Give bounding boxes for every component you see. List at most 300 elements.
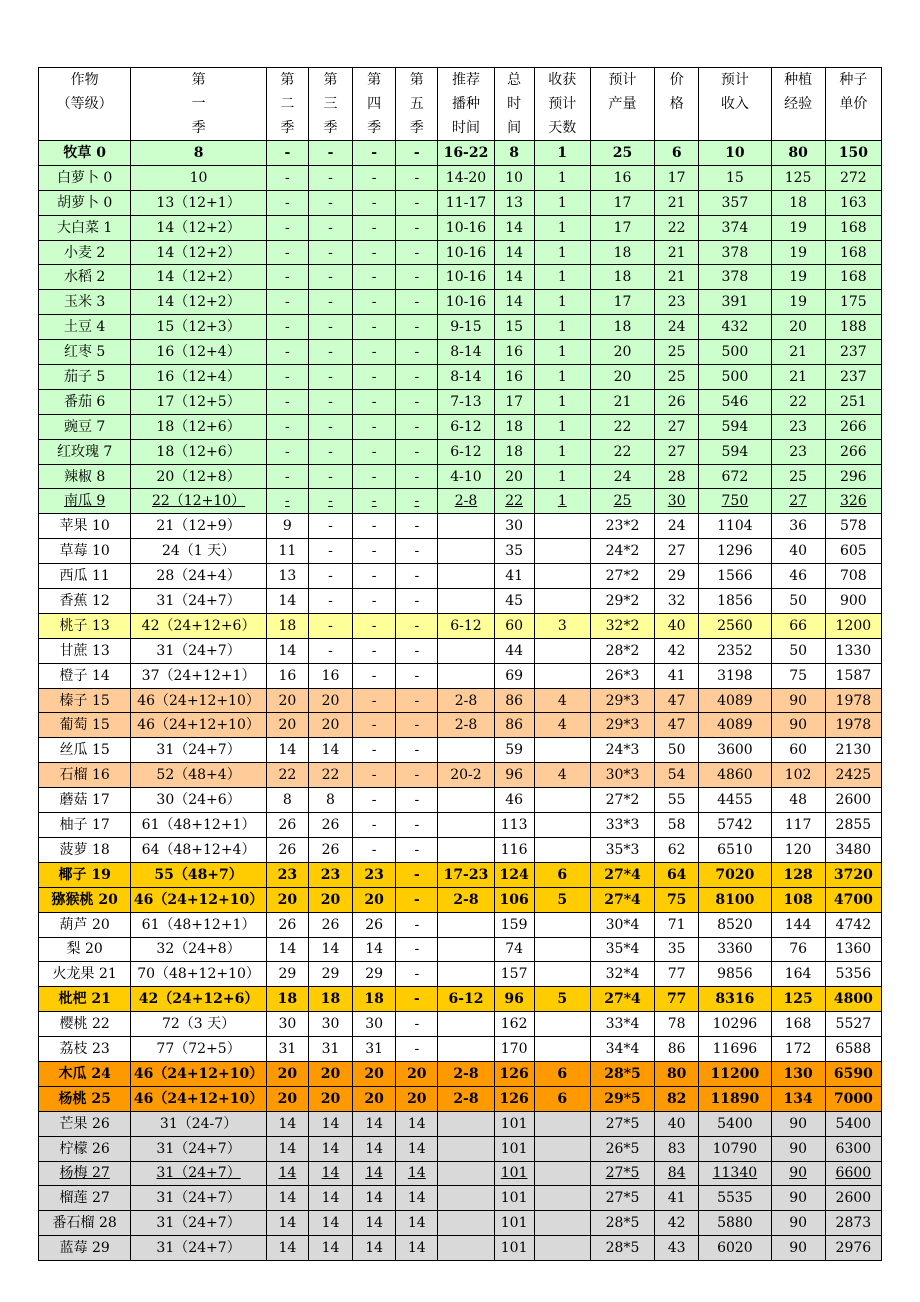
table-cell: 108 xyxy=(771,887,825,912)
table-cell: - xyxy=(266,365,308,390)
table-cell xyxy=(438,663,494,688)
table-cell: 1 xyxy=(534,290,590,315)
table-cell: 26 xyxy=(308,837,352,862)
table-cell: 23 xyxy=(353,862,396,887)
column-header-line: 预计 xyxy=(720,72,749,88)
table-cell: 61（48+12+1） xyxy=(131,912,266,937)
table-cell: 237 xyxy=(825,340,881,365)
table-cell: 16 xyxy=(590,165,654,190)
table-row xyxy=(39,987,882,1012)
table-cell: 21 xyxy=(655,190,699,215)
table-cell: 5742 xyxy=(699,813,771,838)
table-cell: 18（12+6） xyxy=(131,414,266,439)
table-cell: 14 xyxy=(494,215,534,240)
table-cell: 58 xyxy=(655,813,699,838)
table-cell: 30*3 xyxy=(590,763,654,788)
table-cell: - xyxy=(266,141,308,166)
table-cell xyxy=(534,788,590,813)
table-cell: 24*3 xyxy=(590,738,654,763)
table-cell: - xyxy=(353,713,396,738)
table-cell: 3 xyxy=(534,613,590,638)
table-cell: - xyxy=(396,1012,438,1037)
column-header xyxy=(825,68,881,141)
table-cell: 27*5 xyxy=(590,1186,654,1211)
table-cell: 20（12+8） xyxy=(131,464,266,489)
table-cell: 101 xyxy=(494,1136,534,1161)
table-cell: - xyxy=(353,788,396,813)
table-cell xyxy=(438,1136,494,1161)
table-cell: 750 xyxy=(699,489,771,514)
table-cell: 24*2 xyxy=(590,539,654,564)
table-cell: 1978 xyxy=(825,713,881,738)
crop-table xyxy=(38,67,882,1261)
table-cell: 1 xyxy=(534,190,590,215)
table-cell: 11200 xyxy=(699,1061,771,1086)
table-cell: 7020 xyxy=(699,862,771,887)
table-cell: 18 xyxy=(590,315,654,340)
column-header-line: 季 xyxy=(323,120,338,136)
table-cell: 20 xyxy=(396,1086,438,1111)
table-cell: 84 xyxy=(655,1161,699,1186)
table-row xyxy=(39,389,882,414)
table-cell: - xyxy=(396,340,438,365)
table-cell: 1 xyxy=(534,365,590,390)
table-cell: 43 xyxy=(655,1236,699,1261)
table-cell: 101 xyxy=(494,1161,534,1186)
table-cell: 24 xyxy=(590,464,654,489)
table-cell: 18 xyxy=(353,987,396,1012)
table-cell: 266 xyxy=(825,414,881,439)
table-cell: 30（24+6） xyxy=(131,788,266,813)
table-cell: 22 xyxy=(308,763,352,788)
table-row xyxy=(39,265,882,290)
table-cell xyxy=(438,788,494,813)
table-cell: 72（3 天） xyxy=(131,1012,266,1037)
table-cell: 900 xyxy=(825,589,881,614)
table-cell: 37（24+12+1） xyxy=(131,663,266,688)
table-cell: 18（12+6） xyxy=(131,439,266,464)
table-cell: 117 xyxy=(771,813,825,838)
table-cell: 76 xyxy=(771,937,825,962)
table-cell: 10-16 xyxy=(438,215,494,240)
crop-name-cell: 大白菜 1 xyxy=(39,215,131,240)
table-cell: 29 xyxy=(308,962,352,987)
column-header xyxy=(353,68,396,141)
table-cell: 14 xyxy=(494,265,534,290)
table-cell: 22 xyxy=(771,389,825,414)
table-row xyxy=(39,937,882,962)
table-cell: 251 xyxy=(825,389,881,414)
table-cell: 4 xyxy=(534,713,590,738)
table-cell: - xyxy=(266,240,308,265)
table-cell: - xyxy=(308,290,352,315)
table-cell: 64 xyxy=(655,862,699,887)
table-cell: 2-8 xyxy=(438,713,494,738)
table-cell: 546 xyxy=(699,389,771,414)
table-cell: 7-13 xyxy=(438,389,494,414)
table-cell: 125 xyxy=(771,165,825,190)
table-cell: 82 xyxy=(655,1086,699,1111)
table-cell: 27*5 xyxy=(590,1111,654,1136)
table-cell: 40 xyxy=(655,613,699,638)
column-header-line: 单价 xyxy=(839,96,868,112)
table-row xyxy=(39,439,882,464)
table-cell: 64（48+12+4） xyxy=(131,837,266,862)
table-cell: 20 xyxy=(266,713,308,738)
table-cell: 159 xyxy=(494,912,534,937)
table-cell: - xyxy=(353,514,396,539)
table-cell: - xyxy=(353,464,396,489)
table-cell: 5527 xyxy=(825,1012,881,1037)
table-cell: - xyxy=(396,464,438,489)
table-cell: 90 xyxy=(771,1136,825,1161)
table-cell: 10790 xyxy=(699,1136,771,1161)
table-cell: 3480 xyxy=(825,837,881,862)
table-cell: 46（24+12+10） xyxy=(131,1086,266,1111)
table-cell: 11340 xyxy=(699,1161,771,1186)
table-cell: 86 xyxy=(494,688,534,713)
table-cell: 77 xyxy=(655,962,699,987)
table-cell: 6-12 xyxy=(438,439,494,464)
table-cell: 2600 xyxy=(825,1186,881,1211)
table-cell: 20 xyxy=(494,464,534,489)
table-cell: 128 xyxy=(771,862,825,887)
table-cell: 27*4 xyxy=(590,862,654,887)
table-cell: - xyxy=(308,464,352,489)
table-row xyxy=(39,514,882,539)
table-cell: - xyxy=(396,290,438,315)
table-cell: - xyxy=(308,638,352,663)
table-cell: 1 xyxy=(534,240,590,265)
table-cell: 27*2 xyxy=(590,788,654,813)
table-cell: 66 xyxy=(771,613,825,638)
table-cell: 32*4 xyxy=(590,962,654,987)
table-cell: 5880 xyxy=(699,1211,771,1236)
table-cell: 14 xyxy=(308,1211,352,1236)
table-cell: 1104 xyxy=(699,514,771,539)
column-header-line: 种植 xyxy=(784,72,813,88)
table-cell: 162 xyxy=(494,1012,534,1037)
table-cell: 90 xyxy=(771,688,825,713)
table-cell: 13 xyxy=(494,190,534,215)
table-cell: - xyxy=(266,190,308,215)
table-cell: 5356 xyxy=(825,962,881,987)
table-cell: 4742 xyxy=(825,912,881,937)
table-cell: 14-20 xyxy=(438,165,494,190)
crop-name-cell: 木瓜 24 xyxy=(39,1061,131,1086)
crop-name-cell: 梨 20 xyxy=(39,937,131,962)
crop-name-cell: 椰子 19 xyxy=(39,862,131,887)
table-cell: 157 xyxy=(494,962,534,987)
table-cell: 14 xyxy=(266,1186,308,1211)
table-cell: 5400 xyxy=(825,1111,881,1136)
table-cell: 14 xyxy=(396,1136,438,1161)
table-cell: 2-8 xyxy=(438,489,494,514)
crop-name-cell: 西瓜 11 xyxy=(39,564,131,589)
table-cell: 296 xyxy=(825,464,881,489)
table-cell: 6-12 xyxy=(438,613,494,638)
table-cell: 61（48+12+1） xyxy=(131,813,266,838)
table-cell: - xyxy=(396,539,438,564)
table-cell: 16 xyxy=(494,365,534,390)
table-cell: - xyxy=(396,663,438,688)
table-cell xyxy=(534,738,590,763)
table-cell: 14 xyxy=(266,638,308,663)
table-cell: 14 xyxy=(396,1186,438,1211)
table-row xyxy=(39,1086,882,1111)
table-cell: 1 xyxy=(534,165,590,190)
table-cell: - xyxy=(308,613,352,638)
table-cell: 4089 xyxy=(699,713,771,738)
table-cell xyxy=(534,1037,590,1062)
table-cell: - xyxy=(266,414,308,439)
table-cell: - xyxy=(396,738,438,763)
table-cell: 106 xyxy=(494,887,534,912)
table-cell: 11 xyxy=(266,539,308,564)
table-cell: - xyxy=(308,489,352,514)
table-cell: 272 xyxy=(825,165,881,190)
table-cell: 33*4 xyxy=(590,1012,654,1037)
table-cell: - xyxy=(353,240,396,265)
table-cell: 6-12 xyxy=(438,987,494,1012)
table-cell: 31 xyxy=(353,1037,396,1062)
column-header-line: 第 xyxy=(191,72,206,88)
table-cell: 20 xyxy=(308,713,352,738)
table-cell: - xyxy=(396,638,438,663)
column-header-line: 三 xyxy=(323,96,338,112)
table-cell: 14 xyxy=(266,738,308,763)
table-cell: 13（12+1） xyxy=(131,190,266,215)
table-cell: 45 xyxy=(494,589,534,614)
column-header-line: 二 xyxy=(280,96,295,112)
table-cell: 55 xyxy=(655,788,699,813)
table-row xyxy=(39,190,882,215)
table-cell: 10 xyxy=(131,165,266,190)
column-header xyxy=(590,68,654,141)
table-cell: 54 xyxy=(655,763,699,788)
table-cell: 14 xyxy=(396,1161,438,1186)
table-cell: - xyxy=(396,912,438,937)
column-header-line: 四 xyxy=(367,96,382,112)
table-row xyxy=(39,1111,882,1136)
table-cell: - xyxy=(396,713,438,738)
table-cell xyxy=(534,1136,590,1161)
column-header-line: 预计 xyxy=(608,72,637,88)
table-cell: 28（24+4） xyxy=(131,564,266,589)
table-cell: 35*3 xyxy=(590,837,654,862)
table-cell: 52（48+4） xyxy=(131,763,266,788)
table-cell: 9 xyxy=(266,514,308,539)
table-cell: 80 xyxy=(655,1061,699,1086)
table-cell: - xyxy=(266,215,308,240)
table-cell: 24 xyxy=(655,315,699,340)
table-cell: 168 xyxy=(825,215,881,240)
crop-name-cell: 葡萄 15 xyxy=(39,713,131,738)
table-header-row xyxy=(39,68,882,141)
table-cell: - xyxy=(396,813,438,838)
table-cell: - xyxy=(353,389,396,414)
table-cell xyxy=(438,564,494,589)
table-cell: 7000 xyxy=(825,1086,881,1111)
table-cell: 90 xyxy=(771,1186,825,1211)
table-cell: 96 xyxy=(494,987,534,1012)
table-row xyxy=(39,464,882,489)
crop-name-cell: 杨梅 27 xyxy=(39,1161,131,1186)
table-cell: - xyxy=(308,165,352,190)
table-cell: 21 xyxy=(590,389,654,414)
table-cell: - xyxy=(308,389,352,414)
table-cell: 378 xyxy=(699,240,771,265)
table-cell: - xyxy=(396,240,438,265)
table-cell: 29*2 xyxy=(590,589,654,614)
column-header xyxy=(534,68,590,141)
column-header xyxy=(131,68,266,141)
table-cell: 126 xyxy=(494,1061,534,1086)
table-cell: 20 xyxy=(266,1061,308,1086)
table-cell: 48 xyxy=(771,788,825,813)
table-cell: 62 xyxy=(655,837,699,862)
table-cell: 120 xyxy=(771,837,825,862)
table-cell: - xyxy=(396,141,438,166)
table-cell: 500 xyxy=(699,365,771,390)
table-cell: 605 xyxy=(825,539,881,564)
table-cell: 28*2 xyxy=(590,638,654,663)
crop-name-cell: 枇杷 21 xyxy=(39,987,131,1012)
table-cell: 26 xyxy=(308,813,352,838)
table-row xyxy=(39,1037,882,1062)
table-cell: 90 xyxy=(771,1211,825,1236)
table-cell xyxy=(438,514,494,539)
table-cell xyxy=(438,912,494,937)
table-cell: 8 xyxy=(131,141,266,166)
table-cell: - xyxy=(396,688,438,713)
table-cell: 4-10 xyxy=(438,464,494,489)
table-cell: 14 xyxy=(308,1136,352,1161)
table-cell: 14 xyxy=(266,1211,308,1236)
column-header-line: 经验 xyxy=(784,96,813,112)
table-cell: 27 xyxy=(655,539,699,564)
table-cell: 20 xyxy=(590,340,654,365)
table-cell xyxy=(438,837,494,862)
table-cell xyxy=(534,564,590,589)
crop-name-cell: 榛子 15 xyxy=(39,688,131,713)
table-cell: 14 xyxy=(494,290,534,315)
column-header-line: 预计 xyxy=(548,96,577,112)
table-cell: - xyxy=(353,638,396,663)
table-row xyxy=(39,713,882,738)
table-cell: 60 xyxy=(771,738,825,763)
table-cell: 8 xyxy=(308,788,352,813)
table-cell: 3720 xyxy=(825,862,881,887)
column-header xyxy=(494,68,534,141)
table-cell: 26*5 xyxy=(590,1136,654,1161)
table-cell: 31（24+7） xyxy=(131,589,266,614)
table-cell: 14 xyxy=(353,1161,396,1186)
table-cell: 25 xyxy=(590,489,654,514)
column-header-line: 种子 xyxy=(839,72,868,88)
table-row xyxy=(39,837,882,862)
table-cell: 170 xyxy=(494,1037,534,1062)
table-cell: 90 xyxy=(771,1161,825,1186)
table-cell: - xyxy=(396,613,438,638)
table-cell: - xyxy=(308,564,352,589)
table-row xyxy=(39,813,882,838)
table-cell: - xyxy=(266,464,308,489)
table-cell xyxy=(438,1037,494,1062)
table-cell: 1 xyxy=(534,215,590,240)
crop-name-cell: 樱桃 22 xyxy=(39,1012,131,1037)
table-cell: 18 xyxy=(308,987,352,1012)
table-cell: 3360 xyxy=(699,937,771,962)
table-cell: 77（72+5） xyxy=(131,1037,266,1062)
table-cell: 6590 xyxy=(825,1061,881,1086)
table-cell: - xyxy=(308,315,352,340)
table-cell: - xyxy=(353,837,396,862)
table-cell: 47 xyxy=(655,688,699,713)
table-cell: 14 xyxy=(308,1161,352,1186)
table-cell: 2560 xyxy=(699,613,771,638)
table-cell: 20 xyxy=(590,365,654,390)
table-cell xyxy=(534,514,590,539)
table-cell xyxy=(534,837,590,862)
table-cell: 188 xyxy=(825,315,881,340)
table-cell: - xyxy=(353,564,396,589)
table-cell: 16-22 xyxy=(438,141,494,166)
crop-name-cell: 橙子 14 xyxy=(39,663,131,688)
table-cell: 8100 xyxy=(699,887,771,912)
table-cell: 20 xyxy=(771,315,825,340)
table-cell: 6 xyxy=(534,1086,590,1111)
table-cell: 14 xyxy=(353,937,396,962)
table-cell: - xyxy=(353,290,396,315)
table-cell: - xyxy=(353,589,396,614)
table-cell: 25 xyxy=(655,365,699,390)
table-cell: - xyxy=(266,439,308,464)
table-row xyxy=(39,788,882,813)
crop-name-cell: 香蕉 12 xyxy=(39,589,131,614)
table-cell: 26 xyxy=(655,389,699,414)
table-cell: 594 xyxy=(699,414,771,439)
column-header xyxy=(266,68,308,141)
table-cell: - xyxy=(396,937,438,962)
table-cell xyxy=(534,1186,590,1211)
table-row xyxy=(39,962,882,987)
table-cell: 11890 xyxy=(699,1086,771,1111)
table-cell: - xyxy=(353,763,396,788)
table-cell: - xyxy=(396,1037,438,1062)
column-header-line: 天数 xyxy=(548,120,577,136)
table-cell: 74 xyxy=(494,937,534,962)
table-cell: - xyxy=(266,389,308,414)
table-cell: 14（12+2） xyxy=(131,290,266,315)
table-cell: 17-23 xyxy=(438,862,494,887)
table-cell: 90 xyxy=(771,713,825,738)
table-cell: 14 xyxy=(266,1111,308,1136)
table-cell: 22 xyxy=(494,489,534,514)
table-cell: - xyxy=(266,165,308,190)
crop-name-cell: 红玫瑰 7 xyxy=(39,439,131,464)
table-cell: 44 xyxy=(494,638,534,663)
table-cell: 10 xyxy=(699,141,771,166)
column-header-line: 第 xyxy=(280,72,295,88)
table-cell: 77 xyxy=(655,987,699,1012)
table-cell: 46（24+12+10） xyxy=(131,688,266,713)
table-cell: 15 xyxy=(699,165,771,190)
table-cell: 17 xyxy=(590,190,654,215)
table-cell: 46 xyxy=(771,564,825,589)
table-cell: 32 xyxy=(655,589,699,614)
table-cell: 172 xyxy=(771,1037,825,1062)
